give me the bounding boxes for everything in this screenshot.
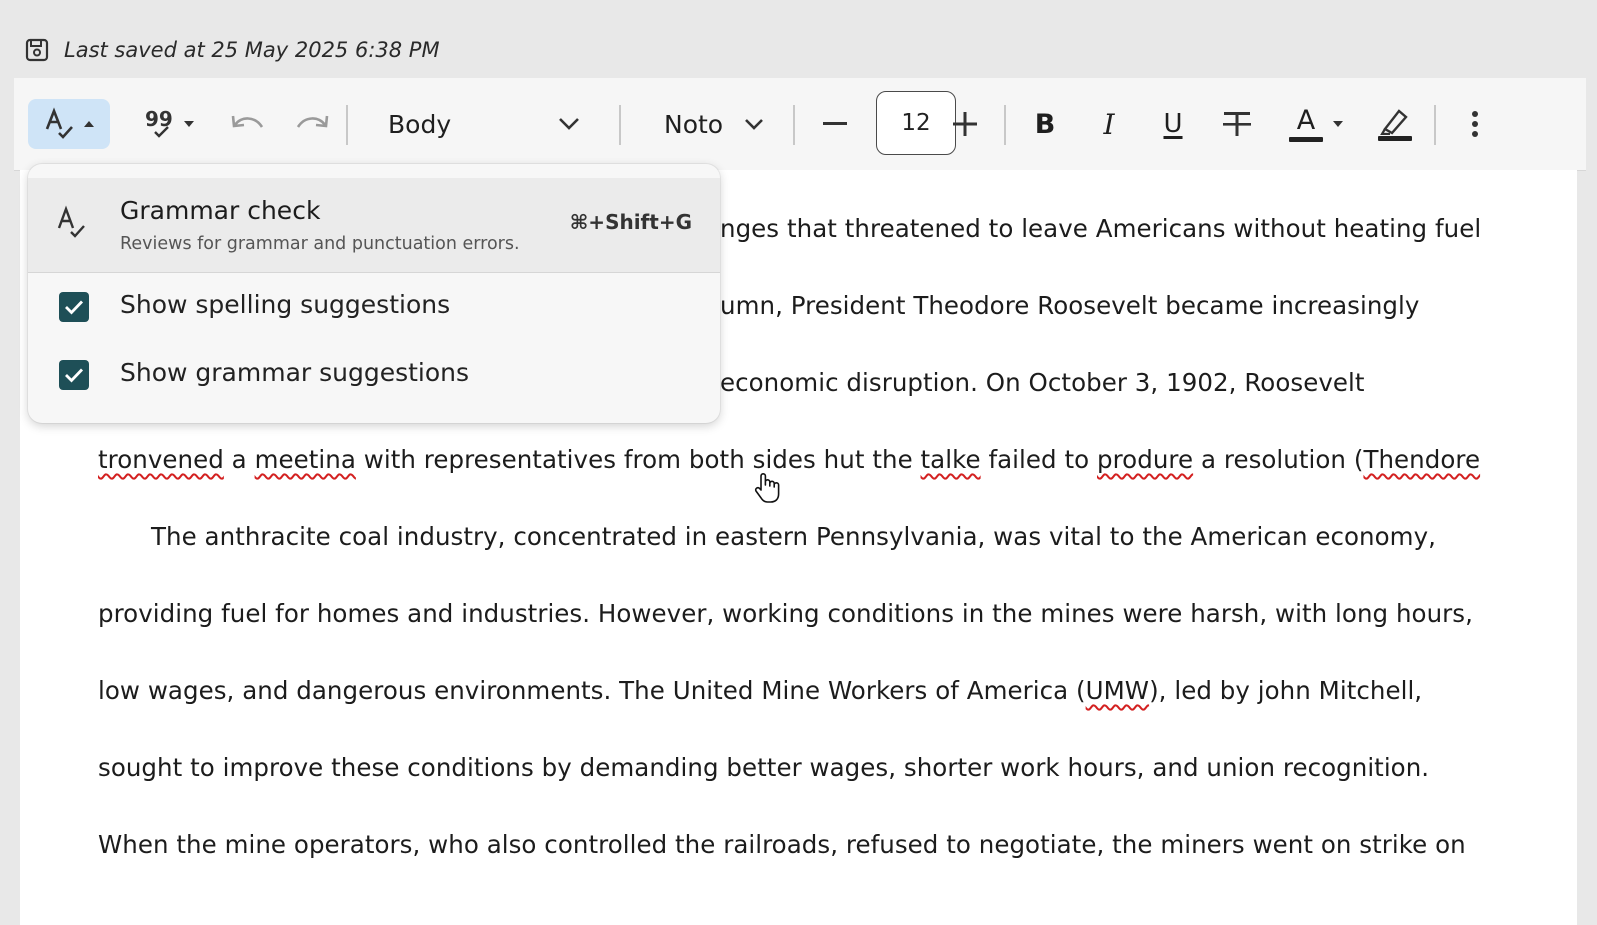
plus-icon [953, 112, 977, 136]
spelling-error[interactable]: meetina [254, 445, 356, 474]
hand-cursor-icon [752, 472, 782, 508]
grammar-check-description: Reviews for grammar and punctuation errors. [120, 234, 520, 254]
doc-line-9: When the mine operators, who also controlled the railroads, refused to negotiate, the miners went on strike on [98, 830, 1466, 859]
checkbox-checked[interactable] [59, 292, 89, 322]
checkbox-checked[interactable] [59, 360, 89, 390]
redo-button[interactable] [284, 78, 340, 170]
underline-button[interactable] [1148, 78, 1198, 170]
spelling-error[interactable]: UMW [1085, 676, 1150, 705]
redo-icon [295, 113, 329, 135]
save-status [24, 32, 440, 68]
spelling-error[interactable]: produre [1097, 445, 1194, 474]
italic-button[interactable] [1084, 78, 1134, 170]
spelling-error[interactable]: talke [920, 445, 981, 474]
spelling-error[interactable]: tronvened [98, 445, 224, 474]
doc-line-3: economic disruption. On October 3, 1902, Roosevelt [720, 368, 1365, 397]
bold-icon: B [1034, 108, 1056, 140]
italic-icon: I [1103, 107, 1115, 141]
bold-button[interactable] [1020, 78, 1070, 170]
chevron-down-icon [744, 118, 764, 131]
spellcheck-icon [56, 204, 90, 246]
caret-down-icon [1333, 120, 1343, 128]
increase-font-size-button[interactable] [940, 78, 990, 170]
decrease-font-size-button[interactable] [810, 78, 860, 170]
last-saved-text: Last saved at 25 May 2025 6:38 PM [64, 38, 440, 62]
show-spelling-suggestions-label: Show spelling suggestions [120, 290, 451, 319]
highlighter-icon [1378, 107, 1412, 141]
doc-line-1: nges that threatened to leave Americans without heating fuel [720, 214, 1482, 243]
formatting-toolbar [14, 78, 1586, 171]
toolbar-divider [1004, 105, 1006, 145]
paragraph-style-value: Body [388, 109, 452, 139]
spelling-grammar-menu [28, 164, 720, 423]
show-spelling-suggestions-option[interactable] [28, 274, 720, 338]
undo-button[interactable] [220, 78, 276, 170]
more-options-button[interactable] [1450, 78, 1500, 170]
grammar-check-title: Grammar check [120, 196, 321, 225]
toolbar-divider [619, 105, 621, 145]
grammar-check-menu-item[interactable] [28, 178, 720, 273]
doc-line-6: providing fuel for homes and industries. However, working conditions in the mines were harsh, with long hours, [98, 599, 1473, 628]
doc-line-2: umn, President Theodore Roosevelt became increasingly [720, 291, 1420, 320]
strikethrough-button[interactable] [1212, 78, 1262, 170]
show-grammar-suggestions-label: Show grammar suggestions [120, 358, 470, 387]
text-color-button[interactable] [1276, 78, 1356, 170]
spelling-grammar-button[interactable] [28, 99, 110, 149]
text-color-icon: A [1289, 107, 1323, 142]
minus-icon [823, 122, 847, 126]
doc-line-8: sought to improve these conditions by demanding better wages, shorter work hours, and union recognition. [98, 753, 1430, 782]
spelling-error[interactable]: Thendore [1363, 445, 1481, 474]
underline-icon: U [1163, 109, 1183, 139]
spellcheck-icon [44, 107, 78, 141]
chevron-down-icon [558, 117, 580, 131]
quote-citation-button[interactable] [128, 78, 208, 170]
doc-line-7: low wages, and dangerous environments. The United Mine Workers of America (UMW), led by john Mitchell, [98, 676, 1423, 705]
svg-text:99: 99 [145, 107, 173, 131]
highlight-color-button[interactable] [1370, 78, 1420, 170]
strikethrough-icon [1222, 109, 1252, 139]
font-size-input[interactable]: 12 [876, 91, 956, 155]
toolbar-divider [346, 105, 348, 145]
caret-up-icon [84, 120, 94, 128]
doc-line-4: tronvened a meetina with representatives from both sides hut the talke failed to produre a resolution (Thendore [98, 445, 1481, 474]
caret-down-icon [184, 120, 194, 128]
grammar-check-shortcut: ⌘+Shift+G [569, 210, 692, 234]
citation-icon [142, 107, 176, 141]
font-family-dropdown[interactable] [654, 78, 774, 170]
save-icon [24, 37, 50, 63]
font-family-value: Noto [664, 109, 724, 139]
paragraph-style-dropdown[interactable] [374, 78, 594, 170]
toolbar-divider [793, 105, 795, 145]
doc-line-5: The anthracite coal industry, concentrated in eastern Pennsylvania, was vital to the American economy, [151, 522, 1436, 551]
show-grammar-suggestions-option[interactable] [28, 342, 720, 406]
undo-icon [231, 113, 265, 135]
more-vertical-icon [1471, 110, 1479, 138]
toolbar-divider [1434, 105, 1436, 145]
